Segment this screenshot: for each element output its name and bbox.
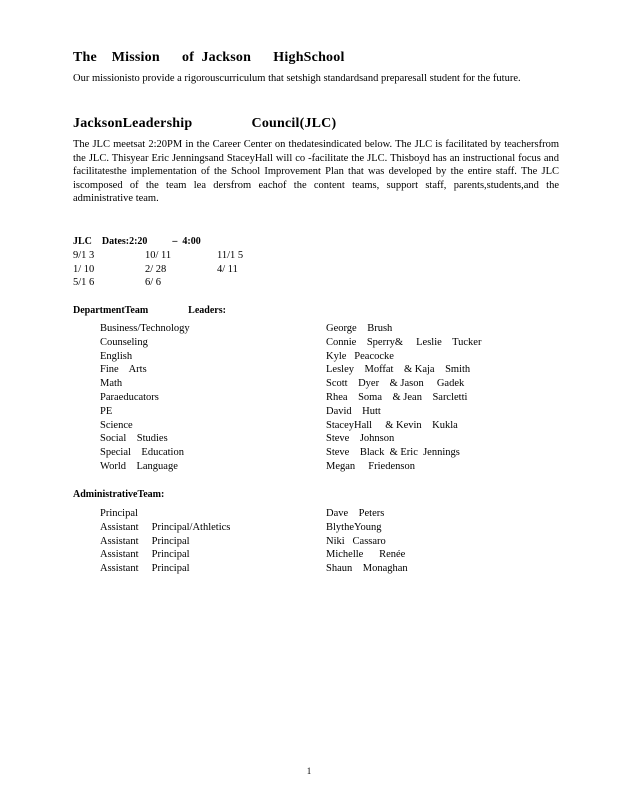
- admin-name: Michelle Renée: [326, 549, 406, 561]
- team-leaders: Rhea Soma & Jean Sarcletti: [326, 391, 468, 403]
- team-name: Math: [100, 378, 123, 390]
- date-cell: 1/ 10: [73, 263, 95, 275]
- team-name: PE: [100, 405, 113, 417]
- council-title: JacksonLeadership Council(JLC): [73, 116, 337, 131]
- dates-row: [73, 276, 289, 290]
- mission-text: Our missionisto provide a rigorouscurriculum that setshigh standardsand preparesall student for the future.: [73, 73, 521, 84]
- team-leaders: Lesley Moffat & Kaja Smith: [326, 364, 471, 376]
- page-number: 1: [306, 766, 312, 776]
- date-cell: 5/1 6: [73, 277, 95, 288]
- team-name: Business/Technology: [100, 323, 190, 334]
- department-heading: DepartmentTeam Leaders:: [73, 305, 226, 316]
- admin-name: Shaun Monaghan: [326, 563, 408, 575]
- team-leaders: George Brush: [326, 323, 393, 334]
- date-cell: 10/ 11: [145, 250, 172, 261]
- admin-role: Principal: [100, 508, 138, 519]
- team-leaders: Scott Dyer & Jason Gadek: [326, 378, 465, 390]
- team-leaders: Megan Friedenson: [326, 460, 415, 472]
- team-name: English: [100, 350, 133, 362]
- jlc-dates-heading: JLC Dates:2:20 – 4:00: [73, 236, 201, 247]
- date-cell: 4/ 11: [217, 263, 238, 275]
- team-leaders: Kyle Peacocke: [326, 350, 394, 362]
- admin-role: Assistant Principal: [100, 549, 190, 561]
- dates-row: [73, 249, 289, 263]
- admin-role-list: [100, 507, 230, 576]
- team-leaders: StaceyHall & Kevin Kukla: [326, 419, 458, 431]
- administrative-heading: AdministrativeTeam:: [73, 489, 165, 500]
- admin-name: Niki Cassaro: [326, 535, 386, 547]
- team-name: World Language: [100, 460, 178, 472]
- department-team-list: [100, 322, 190, 474]
- team-name: Paraeducators: [100, 391, 159, 403]
- date-cell: 11/1 5: [217, 250, 244, 261]
- team-name: Science: [100, 419, 133, 431]
- dates-row: [73, 263, 289, 277]
- team-name: Fine Arts: [100, 364, 147, 376]
- admin-name: BlytheYoung: [326, 521, 382, 533]
- jlc-dates-table: [73, 249, 289, 290]
- team-leaders: David Hutt: [326, 405, 381, 417]
- date-cell: [217, 276, 289, 290]
- date-cell: 9/1 3: [73, 250, 95, 261]
- team-leaders: Steve Black & Eric Jennings: [326, 447, 460, 459]
- council-text: The JLC meetsat 2:20PM in the Career Center on thedatesindicated below. The JLC is facilitated by teachersfrom the JLC. Thisyear Eric Jenningsand StaceyHall will co -facilitate the JLC. Thisboyd has an instructional focus and facilitatesthe implementation of the School Improvement Plan that was developed by the entire staff. The JLC iscomposed of the team lea dersfrom eachof the content teams, support staff, parents,students,and the administrative team.: [73, 139, 559, 204]
- team-name: Counseling: [100, 336, 148, 348]
- team-leaders: Steve Johnson: [326, 433, 395, 445]
- admin-name-list: [326, 507, 408, 576]
- team-leaders: Connie Sperry& Leslie Tucker: [326, 336, 482, 348]
- date-cell: 2/ 28: [145, 263, 167, 275]
- admin-name: Dave Peters: [326, 508, 385, 519]
- admin-role: Assistant Principal: [100, 535, 190, 547]
- team-name: Social Studies: [100, 433, 168, 445]
- department-leader-list: [326, 322, 481, 474]
- admin-role: Assistant Principal/Athletics: [100, 521, 231, 533]
- team-name: Special Education: [100, 447, 184, 459]
- mission-title: The Mission of Jackson HighSchool: [73, 50, 345, 65]
- date-cell: 6/ 6: [145, 277, 162, 288]
- admin-role: Assistant Principal: [100, 563, 190, 575]
